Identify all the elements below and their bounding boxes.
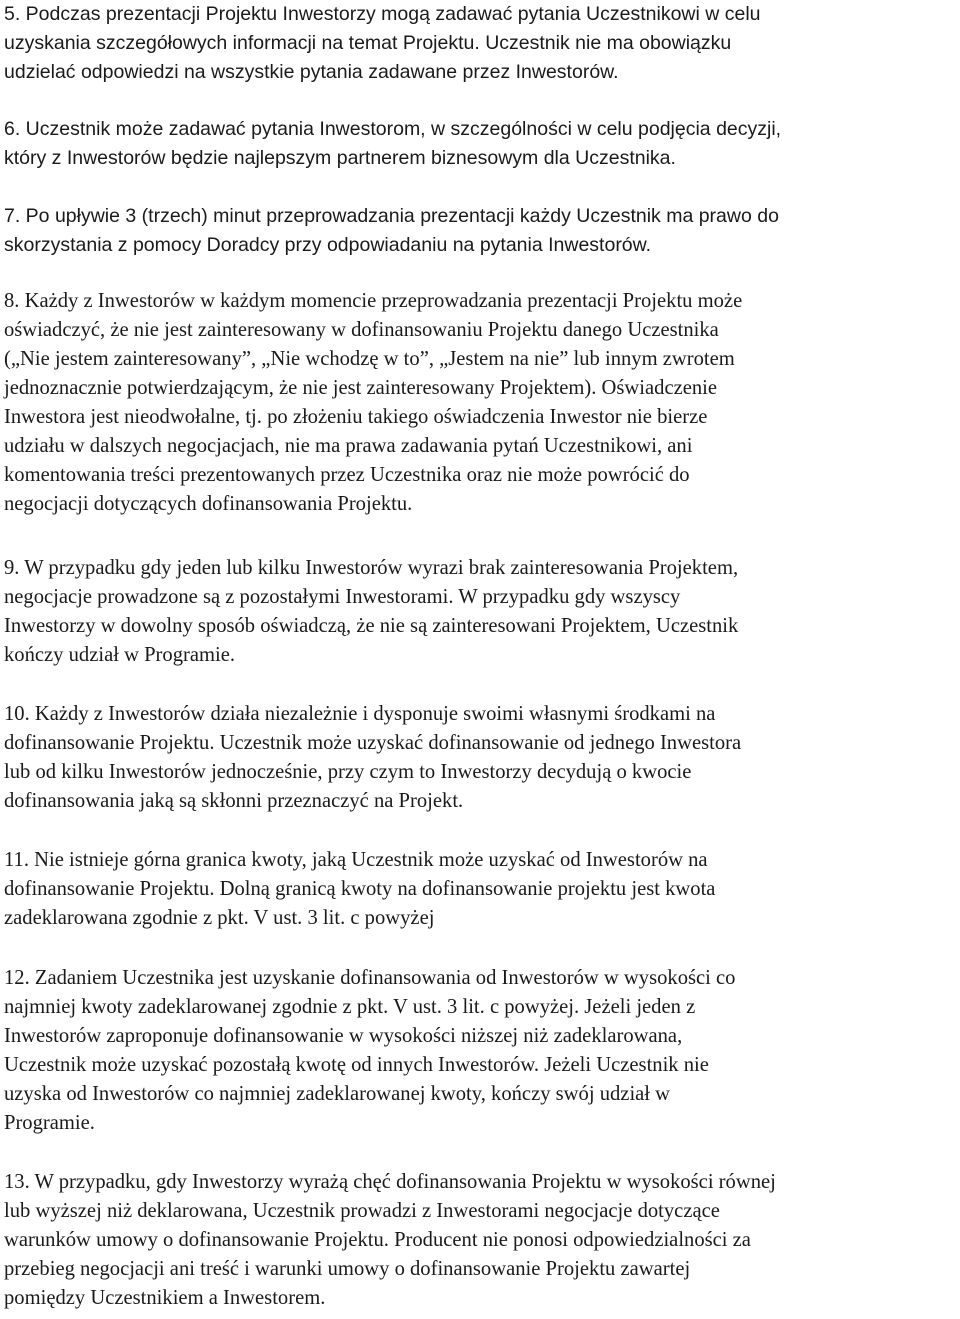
paragraph-line: Inwestora jest nieodwołalne, tj. po złożeniu takiego oświadczenia Inwestor nie bierze (4, 406, 708, 428)
paragraph-line: negocjacje prowadzone są z pozostałymi Inwestorami. W przypadku gdy wszyscy (4, 586, 681, 608)
paragraph-11 (4, 846, 715, 933)
paragraph-line: warunków umowy o dofinansowanie Projektu. Producent nie ponosi odpowiedzialności za (4, 1229, 751, 1251)
paragraph-line: 7. Po upływie 3 (trzech) minut przeprowadzania prezentacji każdy Uczestnik ma prawo do (4, 205, 779, 227)
paragraph-line: 8. Każdy z Inwestorów w każdym momencie przeprowadzania prezentacji Projektu może (4, 290, 743, 312)
paragraph-line: jednoznacznie potwierdzającym, że nie jest zainteresowany Projektem). Oświadczenie (4, 377, 718, 399)
paragraph-line: („Nie jestem zainteresowany”, „Nie wchodzę w to”, „Jestem na nie” lub innym zwrotem (4, 348, 735, 370)
paragraph-line: Inwestorzy w dowolny sposób oświadczą, że nie są zainteresowani Projektem, Uczestnik (4, 615, 739, 637)
paragraph-line: komentowania treści prezentowanych przez Uczestnika oraz nie może powrócić do (4, 464, 690, 486)
paragraph-line: lub wyższej niż deklarowana, Uczestnik prowadzi z Inwestorami negocjacje dotyczące (4, 1200, 720, 1222)
paragraph-line: przebieg negocjacji ani treść i warunki umowy o dofinansowanie Projektu zawartej (4, 1258, 691, 1280)
paragraph-8 (4, 287, 742, 519)
paragraph-line: 5. Podczas prezentacji Projektu Inwestorzy mogą zadawać pytania Uczestnikowi w celu (4, 3, 761, 25)
paragraph-line: negocjacji dotyczących dofinansowania Projektu. (4, 493, 413, 515)
paragraph-line: skorzystania z pomocy Doradcy przy odpowiadaniu na pytania Inwestorów. (4, 234, 652, 256)
paragraph-line: dofinansowanie Projektu. Dolną granicą kwoty na dofinansowanie projektu jest kwota (4, 878, 716, 900)
paragraph-line: 10. Każdy z Inwestorów działa niezależnie i dysponuje swoimi własnymi środkami na (4, 703, 716, 725)
paragraph-line: który z Inwestorów będzie najlepszym partnerem biznesowym dla Uczestnika. (4, 147, 676, 169)
paragraph-13 (4, 1168, 776, 1313)
paragraph-line: dofinansowanie Projektu. Uczestnik może uzyskać dofinansowanie od jednego Inwestora (4, 732, 742, 754)
paragraph-line: Inwestorów zaproponuje dofinansowanie w wysokości niższej niż zadeklarowana, (4, 1025, 683, 1047)
paragraph-line: 13. W przypadku, gdy Inwestorzy wyrażą chęć dofinansowania Projektu w wysokości równej (4, 1171, 776, 1193)
paragraph-line: kończy udział w Programie. (4, 644, 236, 666)
paragraph-line: zadeklarowana zgodnie z pkt. V ust. 3 lit. c powyżej (4, 907, 435, 929)
paragraph-line: pomiędzy Uczestnikiem a Inwestorem. (4, 1287, 326, 1309)
paragraph-line: uzyska od Inwestorów co najmniej zadeklarowanej kwoty, kończy swój udział w (4, 1083, 671, 1105)
paragraph-line: 9. W przypadku gdy jeden lub kilku Inwestorów wyrazi brak zainteresowania Projektem, (4, 557, 739, 579)
paragraph-line: udzielać odpowiedzi na wszystkie pytania zadawane przez Inwestorów. (4, 61, 619, 83)
paragraph-line: dofinansowania jaką są skłonni przeznaczyć na Projekt. (4, 790, 464, 812)
paragraph-line: Programie. (4, 1112, 95, 1134)
paragraph-10 (4, 700, 741, 816)
paragraph-line: 6. Uczestnik może zadawać pytania Inwestorom, w szczególności w celu podjęcia decyzji, (4, 118, 782, 140)
paragraph-line: Uczestnik może uzyskać pozostałą kwotę od innych Inwestorów. Jeżeli Uczestnik nie (4, 1054, 709, 1076)
paragraph-9 (4, 554, 738, 670)
paragraph-line: oświadczyć, że nie jest zainteresowany w dofinansowaniu Projektu danego Uczestnika (4, 319, 719, 341)
paragraph-7 (4, 202, 779, 260)
paragraph-line: najmniej kwoty zadeklarowanej zgodnie z pkt. V ust. 3 lit. c powyżej. Jeżeli jeden z (4, 996, 696, 1018)
paragraph-6 (4, 115, 781, 173)
paragraph-line: lub od kilku Inwestorów jednocześnie, przy czym to Inwestorzy decydują o kwocie (4, 761, 692, 783)
paragraph-5 (4, 0, 761, 87)
paragraph-line: udziału w dalszych negocjacjach, nie ma prawa zadawania pytań Uczestnikowi, ani (4, 435, 693, 457)
paragraph-line: uzyskania szczegółowych informacji na temat Projektu. Uczestnik nie ma obowiązku (4, 32, 732, 54)
paragraph-line: 11. Nie istnieje górna granica kwoty, jaką Uczestnik może uzyskać od Inwestorów na (4, 849, 708, 871)
paragraph-12 (4, 964, 735, 1138)
paragraph-line: 12. Zadaniem Uczestnika jest uzyskanie dofinansowania od Inwestorów w wysokości co (4, 967, 736, 989)
